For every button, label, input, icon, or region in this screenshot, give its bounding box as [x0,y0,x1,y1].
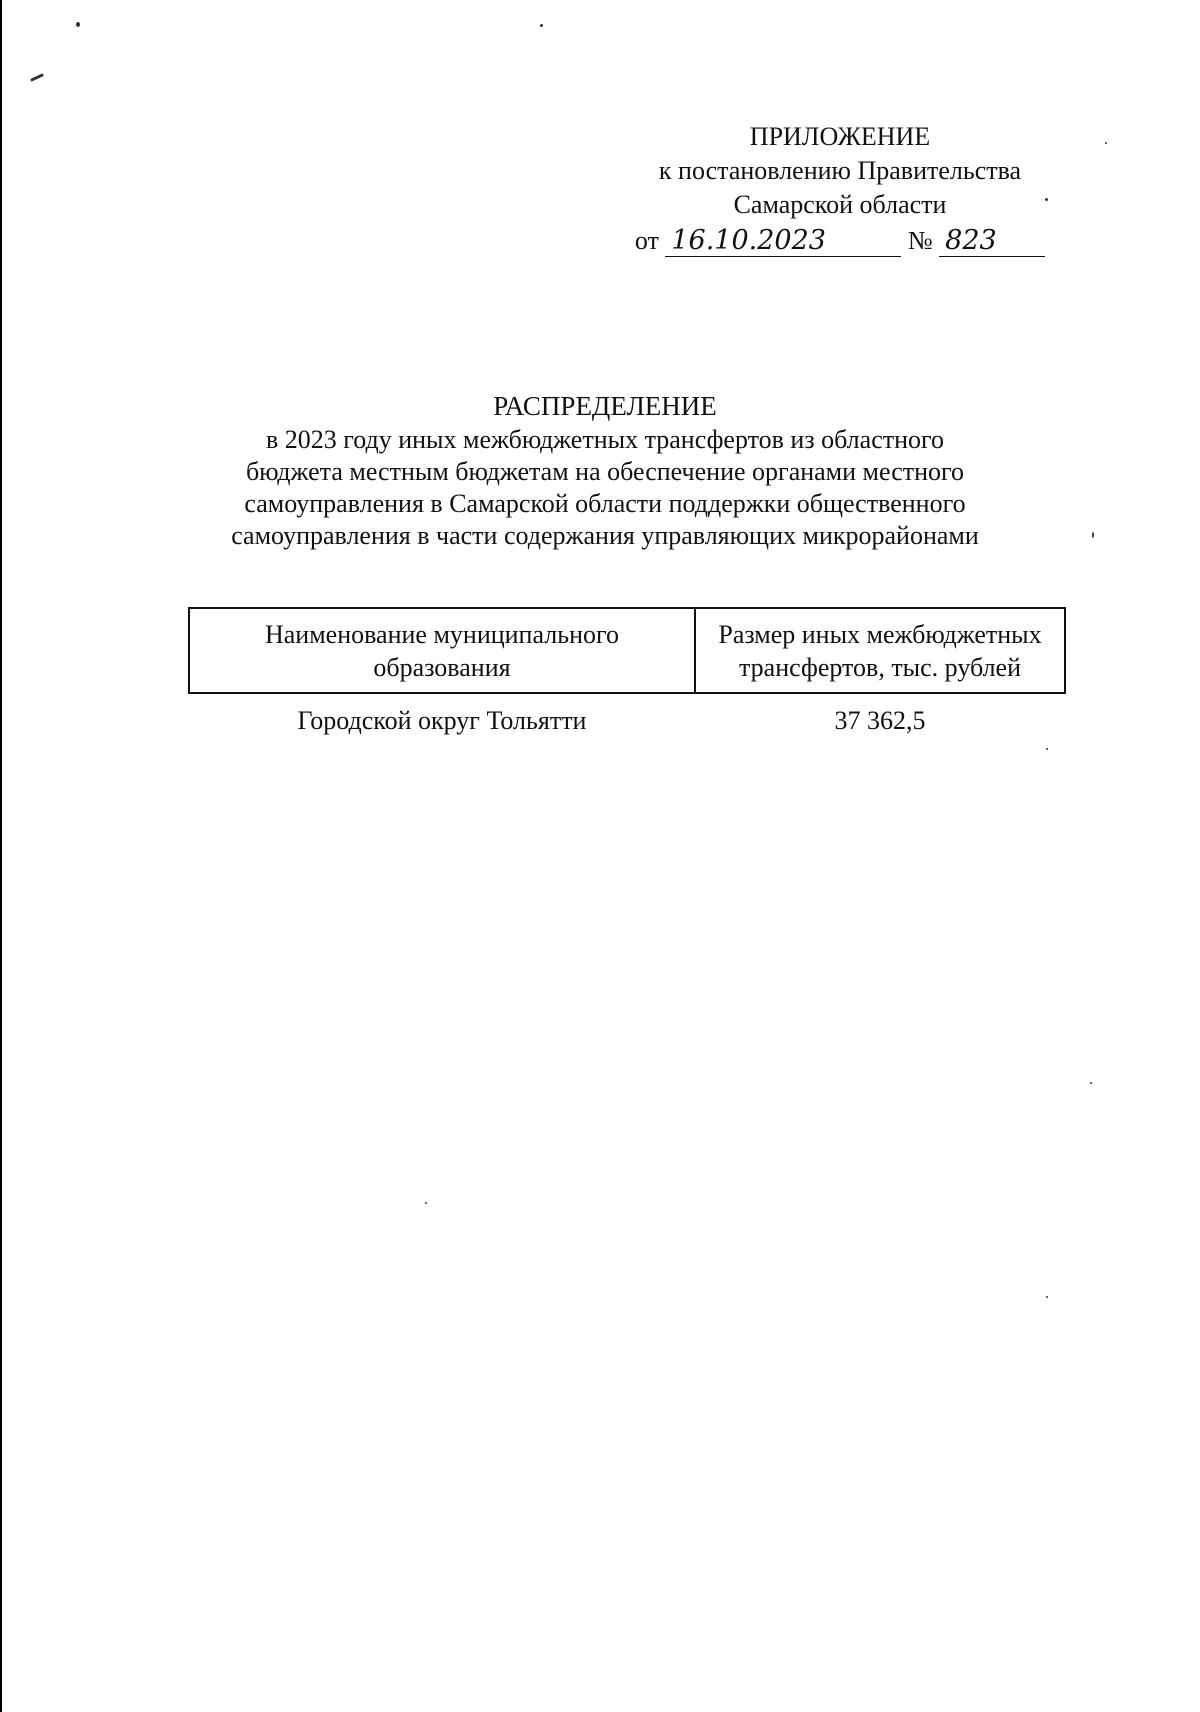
table-header-row [189,608,1065,693]
scan-speck [1046,748,1048,750]
appendix-date-line [620,224,1060,258]
scan-speck [1105,142,1107,144]
subtitle-line: бюджета местным бюджетам на обеспечение органами местного [245,457,965,486]
document-title: РАСПРЕДЕЛЕНИЕ [493,391,717,421]
scan-speck [540,24,543,27]
distribution-table [188,607,1066,747]
scan-speck [1046,1296,1048,1298]
cell-municipality: Городской округ Тольятти [297,706,587,735]
appendix-block [620,120,1060,258]
column-header-amount: Размер иных межбюджетных трансфертов, тыс. рублей [695,608,1065,693]
cell-amount: 37 362,5 [834,706,926,735]
subtitle-line: в 2023 году иных межбюджетных трансфертов из областного [265,425,945,454]
scan-speck [76,22,80,27]
appendix-line-1: к постановлению Правительства [658,156,1022,185]
appendix-title: ПРИЛОЖЕНИЕ [749,122,931,151]
handwritten-date: 16.10.2023 [665,226,901,257]
scan-edge [0,0,2,1712]
number-prefix: № [907,226,933,255]
column-header-municipality: Наименование муниципального образования [189,608,695,693]
subtitle-line: самоуправления в Самарской области поддержки общественного [244,489,966,518]
appendix-line-2: Самарской области [733,190,947,219]
handwritten-number: 823 [939,226,1045,257]
scan-speck [1092,532,1094,538]
scan-speck [1090,1082,1092,1084]
table-row [189,693,1065,747]
document-heading [120,390,1090,552]
subtitle-line: самоуправления в части содержания управляющих микрорайонами [231,521,979,550]
date-prefix: от [634,226,659,255]
scan-speck [425,1202,427,1204]
scan-speck [30,73,44,82]
